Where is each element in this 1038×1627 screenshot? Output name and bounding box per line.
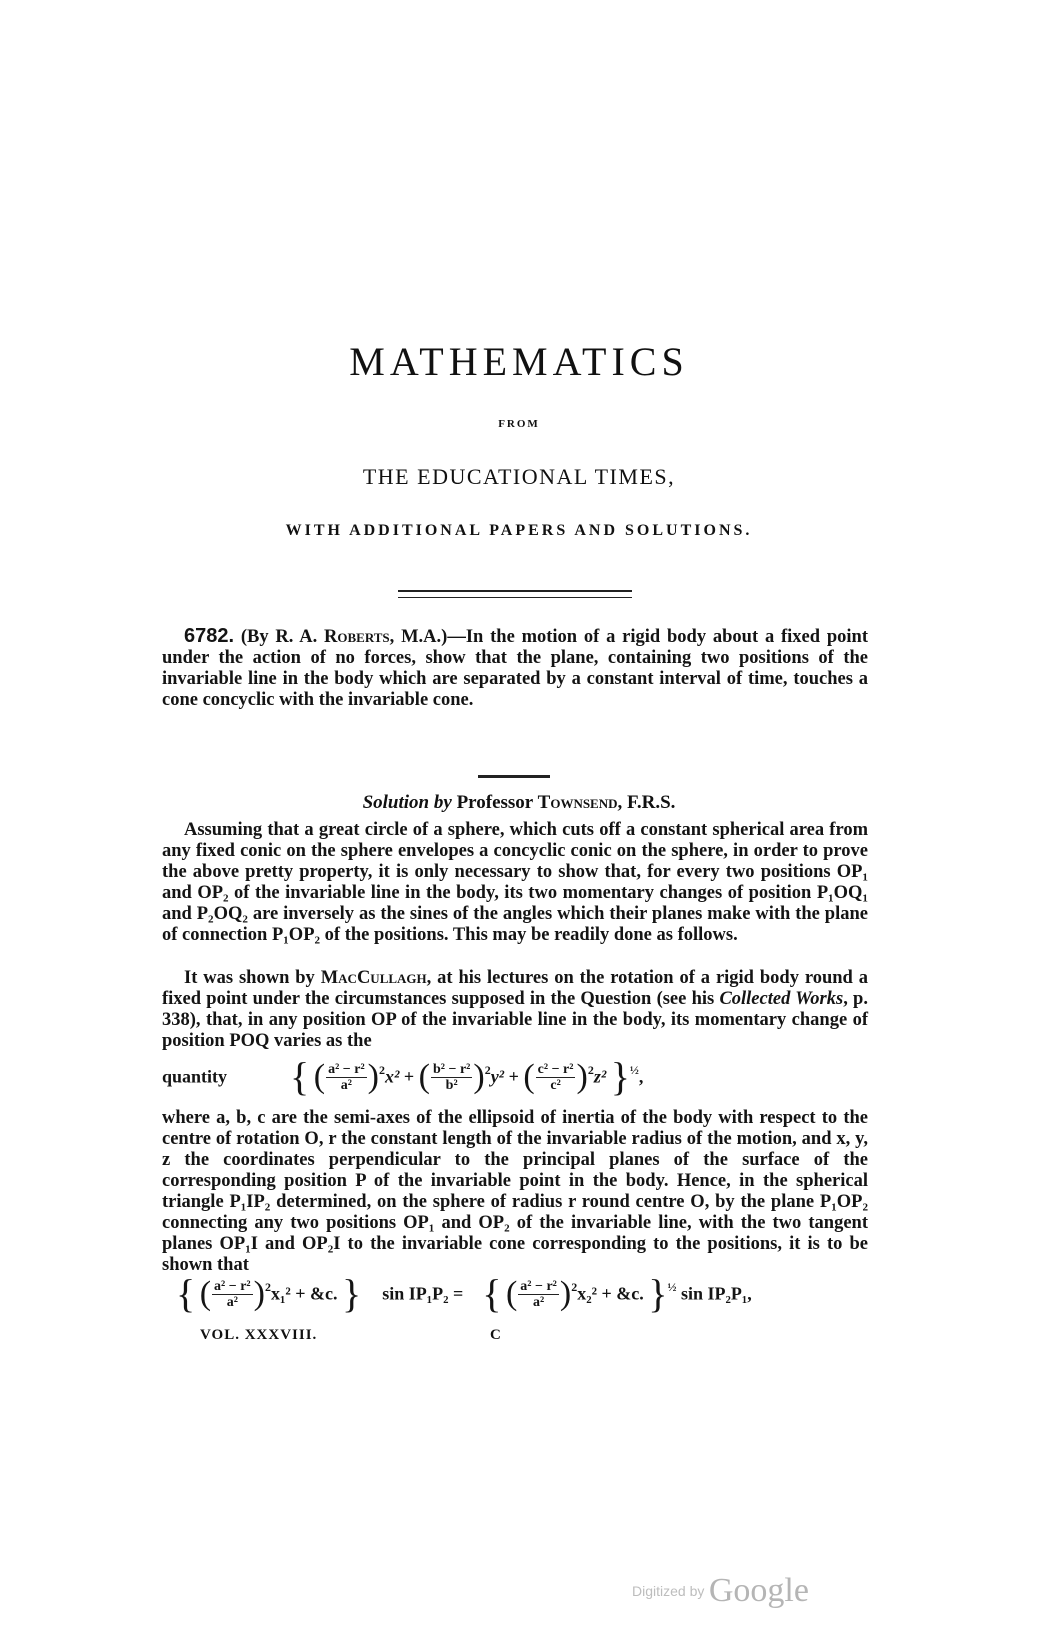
solution-author: Townsend	[537, 792, 618, 813]
maccullagh-name: MacCullagh	[320, 968, 427, 988]
question-byline-pre: (By R. A.	[240, 627, 324, 647]
fraction-c: $\frac{\text{c² − r²}}{\text{c²}}$	[537, 1061, 574, 1093]
solution-paragraph-3	[162, 1108, 868, 1276]
digitized-label: Digitized by	[632, 1583, 705, 1599]
solution-heading	[0, 792, 1038, 814]
fraction-right: $\frac{\text{a² − r²}}{\text{a²}}$	[520, 1278, 557, 1310]
solution-p2-mid: , at his lectures on the rotation of a rigid body round a fixed point under the circumstances supposed in the Question (see his	[162, 968, 868, 1009]
solution-p1-text: Assuming that a great circle of a sphere, which cuts off a constant spherical area from any fixed conic on the sphere envelopes a concyclic conic on the sphere, in order to prove the above pretty property, it is only necessary to show that, for every two positions OP₁ and OP₂ of the invariable line in the body, its two momentary changes of position P₁OQ₁ and P₂OQ₂ are inversely as the sines of the angles which their planes make with the plane of connection P₁OP₂ of the positions. This may be readily done as follows.	[162, 820, 868, 945]
fraction-a: $\frac{\text{a² − r²}}{\text{a²}}$	[328, 1061, 365, 1093]
subtitle: THE EDUCATIONAL TIMES,	[362, 464, 676, 489]
google-watermark	[632, 1572, 809, 1610]
solution-p2-post: , p. 338), that, in any position OP of the invariable line in the body, its momentary change of position POQ varies as the	[162, 989, 868, 1051]
solution-paragraph-1	[162, 820, 868, 946]
subtitle-additional: WITH ADDITIONAL PAPERS AND SOLUTIONS.	[285, 522, 753, 539]
question-text: , M.A.)—In the motion of a rigid body about a fixed point under the action of no forces, show that the plane, containing two positions of the invariable line in the body which are separated by a constant interval of time, touches a cone concyclic with the invariable cone.	[162, 627, 868, 710]
question-author: Roberts	[324, 627, 390, 647]
collected-works-title: Collected Works	[719, 989, 844, 1009]
quantity-label: quantity	[162, 1066, 228, 1087]
solution-p3-text: where a, b, c are the semi-axes of the ellipsoid of inertia of the body with respect to the centre of rotation O, r the constant length of the invariable radius of the motion, and x, y, z the coordinates perpendicular to the principal planes of the surface of the corresponding position P of the invariable point in the body. Hence, in the spherical triangle P₁IP₂ determined, on the sphere of radius r round centre O, by the plane P₁OP₂ connecting any two positions OP₁ and OP₂ of the invariable line, with the two tangent planes OP₁I and OP₂I to the invariable cone corresponding to the positions, it is to be shown that	[162, 1108, 868, 1275]
question-number: 6782.	[184, 625, 235, 647]
from-label: FROM	[498, 418, 540, 430]
solution-p2-pre: It was shown by	[184, 968, 321, 988]
fraction-b: $\frac{\text{b² − r²}}{\text{b²}}$	[432, 1061, 471, 1093]
volume-footer: VOL. XXXVIII.	[200, 1327, 318, 1343]
question-paragraph	[162, 626, 868, 711]
formula-quantity: quantity { ( $\frac{\text{a² − r²}}{\text{a²}}$ )$^2$x² + ( $\frac{\text{b² − r²}}{\text{b²}}$ )$^2$y² + ( $\frac{\text{c² − r²}}{\text{c²}}$ )$^2$z² }$^{\frac{1}{2}}$,	[162, 1054, 644, 1099]
fraction-left: $\frac{\text{a² − r²}}{\text{a²}}$	[214, 1278, 251, 1310]
double-rule-divider	[398, 590, 632, 598]
google-logo: Google	[708, 1572, 809, 1609]
page-title: MATHEMATICS	[349, 339, 689, 384]
formula-equation: { ( $\frac{\text{a² − r²}}{\text{a²}}$ )$^2$x₁² + &c. } sin IP₁P₂ = { ( $\frac{\text{a² − r²}}{\text{a²}}$ )$^2$x₂² + &c. }$^{\frac{1}{2}}$ sin IP₂P₁,	[176, 1271, 752, 1316]
solution-suffix: , F.R.S.	[617, 792, 676, 813]
solution-label: Solution by	[362, 792, 452, 813]
signature-mark: C	[490, 1327, 501, 1343]
short-rule-divider	[478, 775, 550, 778]
solution-prof: Professor	[451, 792, 538, 813]
solution-paragraph-2	[162, 968, 868, 1052]
